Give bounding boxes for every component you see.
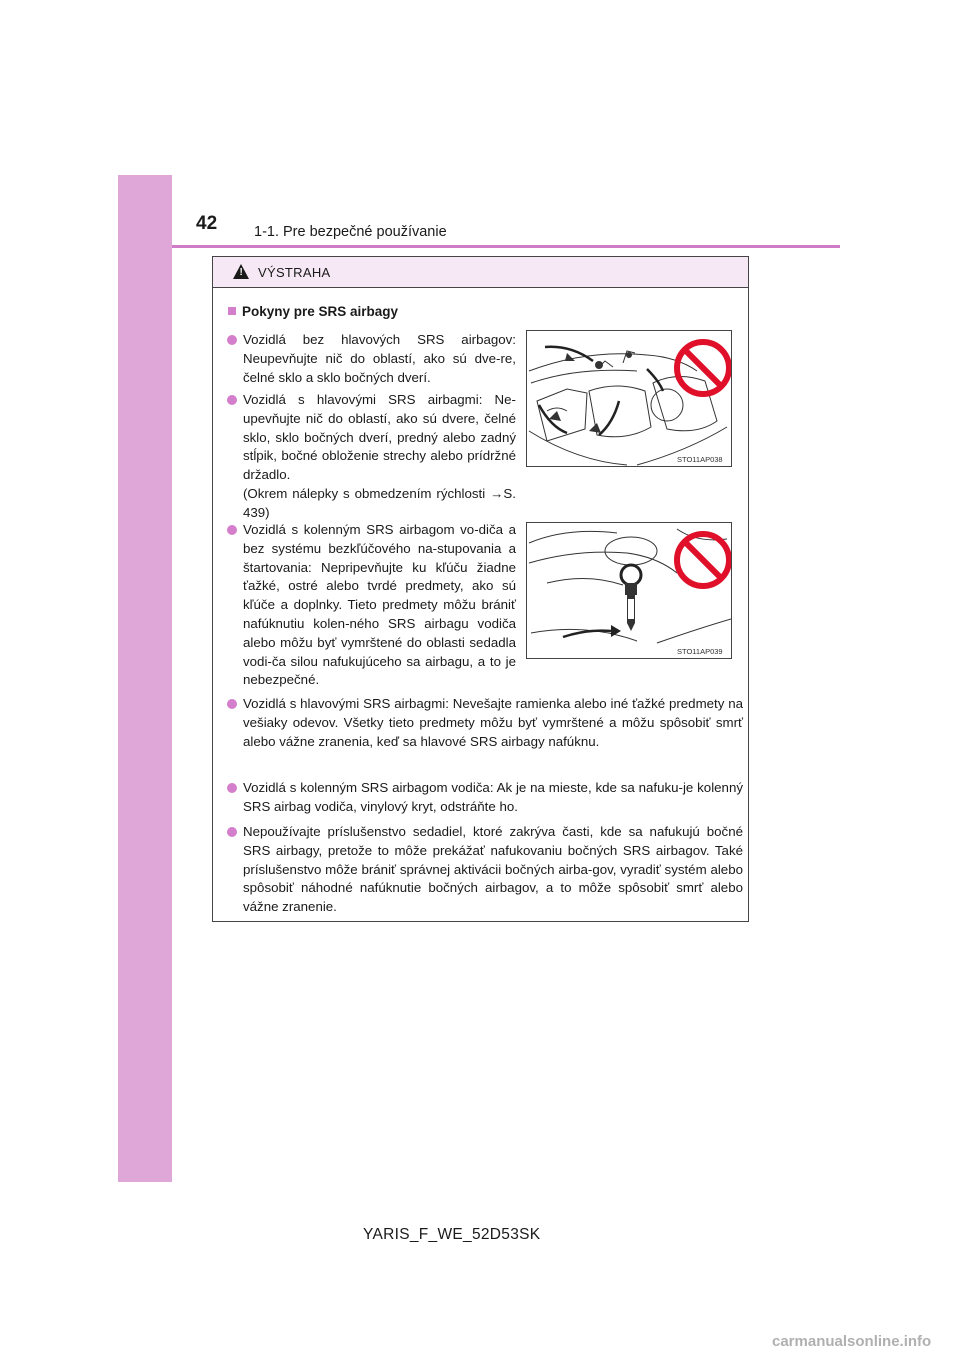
square-bullet-icon <box>228 307 236 315</box>
list-item <box>243 779 743 817</box>
car-interior-illustration <box>527 331 731 466</box>
document-code: YARIS_F_WE_52D53SK <box>363 1226 541 1243</box>
header-rule <box>172 245 840 248</box>
subheading-text: Pokyny pre SRS airbagy <box>242 304 399 319</box>
bullet-icon <box>227 699 237 709</box>
figure-key <box>526 522 732 659</box>
bullet-icon <box>227 525 237 535</box>
subheading <box>228 304 398 319</box>
watermark: carmanualsonline.info <box>772 1333 932 1350</box>
warning-title: VÝSTRAHA <box>258 265 331 280</box>
list-item <box>243 521 516 690</box>
list-item-text: Vozidlá s hlavovými SRS airbagmi: Ne-upevňujte nič do oblastí, ako sú dvere, čelné sklo, sklo bočných dverí, predný alebo zadný stĺpik, bočné obloženie strechy alebo prídržné držadlo. <box>243 392 516 483</box>
warning-header <box>213 257 748 288</box>
key-illustration <box>527 523 731 658</box>
bullet-icon <box>227 783 237 793</box>
list-item <box>243 391 516 523</box>
page-number: 42 <box>196 213 218 234</box>
chapter-side-band <box>118 175 172 1182</box>
bullet-icon <box>227 335 237 345</box>
figure-code: STO11AP038 <box>677 455 723 464</box>
section-title: 1-1. Pre bezpečné používanie <box>254 224 447 240</box>
list-item-note: (Okrem nálepky s obmedzením rýchlosti →S. 439) <box>243 485 516 520</box>
list-item <box>243 695 743 751</box>
figure-interior <box>526 330 732 467</box>
warning-triangle-icon: ! <box>233 264 249 279</box>
list-item <box>243 823 743 917</box>
list-item-text: Vozidlá bez hlavových SRS airbagov: Neupevňujte nič do oblastí, ako sú dve-re, čelné sklo a sklo bočných dverí. <box>243 332 516 385</box>
list-item-text: Vozidlá s hlavovými SRS airbagmi: Nevešajte ramienka alebo iné ťažké predmety na vešiaky odevov. Všetky tieto predmety môžu byť vymrštené a môžu spôsobiť smrť alebo vážne zranenia, keď sa hlavové SRS airbagy nafúknu. <box>243 696 743 749</box>
list-item-text: Vozidlá s kolenným SRS airbagom vo-diča a bez systému bezkľúčového na-stupovania a štartovania: Nepripevňujte ku kľúču žiadne ťažké, ostré alebo tvrdé predmety, ako sú kľúče a doplnky. Tieto predmety môžu brániť nafúknutiu kolen-ného SRS airbagu vodiča alebo môžu byť vymrštené do oblasti sedadla vodi-ča silou nafukujúceho sa airbagu, a to je nebezpečné. <box>243 522 516 688</box>
list-item <box>243 331 516 387</box>
bullet-icon <box>227 827 237 837</box>
bullet-icon <box>227 395 237 405</box>
warning-box <box>212 256 749 922</box>
list-item-text: Vozidlá s kolenným SRS airbagom vodiča: Ak je na mieste, kde sa nafuku-je kolenný SRS airbag vodiča, vinylový kryt, odstráňte ho. <box>243 780 743 814</box>
list-item-text: Nepoužívajte príslušenstvo sedadiel, ktoré zakrýva časti, kde sa nafukujú bočné SRS airbagy, pretože to môže prekážať nafukovaniu bočných SRS airbagov. Také príslušenstvo môže brániť správnej aktivácii bočných airba-gov, vyradiť systém alebo spôsobiť náhodné nafúknutie bočných airbagov, a to môže spôsobiť smrť alebo vážne zranenie. <box>243 824 743 915</box>
figure-code: STO11AP039 <box>677 647 723 656</box>
